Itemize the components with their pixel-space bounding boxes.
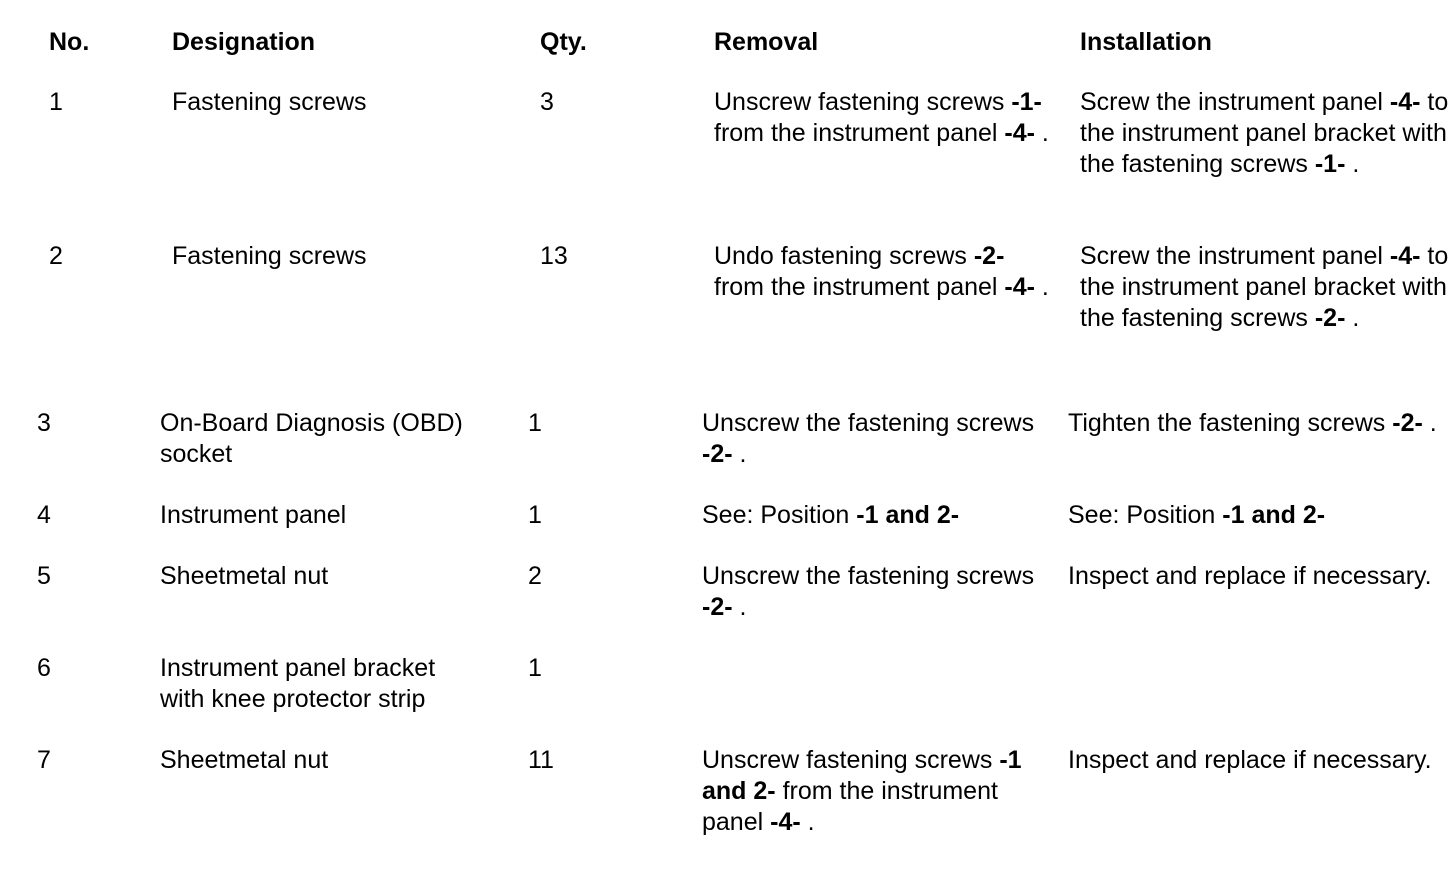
- item-reference: -1 and 2-: [1222, 501, 1326, 529]
- item-reference: -4-: [1004, 273, 1035, 301]
- header-qty: Qty.: [540, 28, 587, 56]
- header-removal: Removal: [714, 28, 819, 56]
- row-installation: Inspect and replace if necessary.: [1068, 562, 1432, 590]
- item-reference: -4-: [1389, 88, 1421, 116]
- item-reference: -1 and 2-: [702, 746, 1022, 805]
- item-reference: -2-: [702, 593, 733, 621]
- row-number: 3: [37, 409, 51, 437]
- row-quantity: 1: [528, 654, 542, 682]
- item-reference: -1-: [1314, 150, 1346, 178]
- item-reference: -2-: [973, 242, 1005, 270]
- row-designation: On-Board Diagnosis (OBD) socket: [160, 409, 463, 468]
- row-designation: Instrument panel bracket with knee protector strip: [160, 654, 436, 713]
- row-designation: Fastening screws: [172, 88, 367, 116]
- row-number: 6: [37, 654, 51, 682]
- row-installation: See: Position -1 and 2-: [1068, 501, 1326, 529]
- row-quantity: 1: [528, 409, 542, 437]
- row-removal: See: Position -1 and 2-: [702, 501, 960, 529]
- row-number: 1: [49, 88, 63, 116]
- row-removal: Unscrew the fastening screws -2- .: [702, 562, 1035, 621]
- row-designation: Instrument panel: [160, 501, 347, 529]
- row-number: 2: [49, 242, 63, 270]
- item-reference: -2-: [702, 440, 733, 468]
- row-removal: Unscrew fastening screws -1- from the instrument panel -4- .: [714, 88, 1049, 147]
- row-quantity: 13: [540, 242, 568, 270]
- row-designation: Fastening screws: [172, 242, 367, 270]
- row-quantity: 1: [528, 501, 542, 529]
- row-quantity: 3: [540, 88, 554, 116]
- row-removal: Unscrew the fastening screws -2- .: [702, 409, 1035, 468]
- row-number: 7: [37, 746, 51, 774]
- item-reference: -1-: [1011, 88, 1042, 116]
- row-number: 4: [37, 501, 51, 529]
- item-reference: -2-: [1392, 409, 1423, 437]
- item-reference: -4-: [770, 808, 801, 836]
- row-installation: Screw the instrument panel -4- to the instrument panel bracket with the fastening screws -2- .: [1080, 242, 1449, 332]
- row-designation: Sheetmetal nut: [160, 562, 329, 590]
- row-quantity: 2: [528, 562, 542, 590]
- row-designation: Sheetmetal nut: [160, 746, 329, 774]
- row-installation: Screw the instrument panel -4- to the instrument panel bracket with the fastening screws -1- .: [1080, 88, 1449, 178]
- item-reference: -2-: [1314, 304, 1346, 332]
- row-number: 5: [37, 562, 51, 590]
- item-reference: -4-: [1389, 242, 1421, 270]
- row-removal: Unscrew fastening screws -1 and 2- from the instrument panel -4- .: [702, 746, 1022, 836]
- row-installation: Inspect and replace if necessary.: [1068, 746, 1432, 774]
- row-quantity: 11: [528, 746, 554, 774]
- item-reference: -1 and 2-: [856, 501, 960, 529]
- header-designation: Designation: [172, 28, 316, 56]
- header-installation: Installation: [1080, 28, 1212, 56]
- item-reference: -4-: [1004, 119, 1035, 147]
- row-removal: Undo fastening screws -2- from the instrument panel -4- .: [714, 242, 1049, 301]
- row-installation: Tighten the fastening screws -2- .: [1068, 409, 1437, 437]
- header-no: No.: [49, 28, 90, 56]
